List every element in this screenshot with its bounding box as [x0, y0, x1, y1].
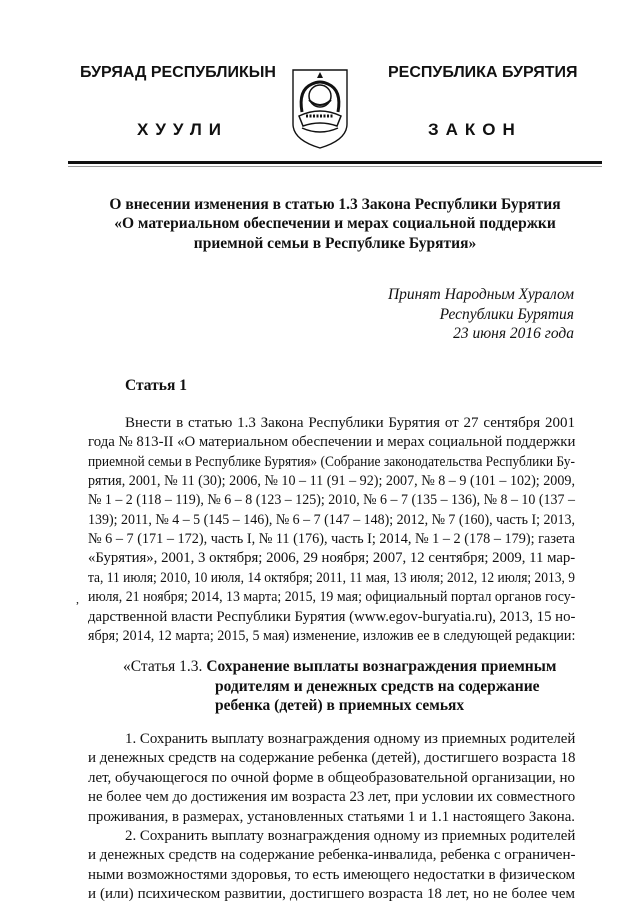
text-line: 2. Сохранить выплату вознаграждения одному из приемных родителей	[125, 828, 576, 844]
text-line: № 6 – 7 (171 – 172), часть I, № 11 (176), часть I; 2014, № 1 – 2 (178 – 179); газета	[88, 531, 575, 548]
title-line: О внесении изменения в статью 1.3 Закона Республики Бурятия	[109, 196, 561, 213]
text-line: ября; 2014, 12 марта; 2015, 5 мая) изменение, изложив ее в следующей редакции:	[88, 627, 576, 644]
coat-of-arms-emblem	[290, 66, 350, 150]
adoption-note	[388, 285, 574, 344]
text-line: и денежных средств на содержание ребенка-инвалида, ребенка с ограничен-	[88, 847, 576, 864]
adoption-date: 23 июня 2016 года	[453, 325, 574, 342]
text-line: та, 11 июля; 2010, 10 июля, 14 октября; 2011, 11 мая, 13 июля; 2012, 12 июля; 2013, 9	[88, 569, 575, 586]
text-line: дарственной власти Республики Бурятия (www.egov-buryatia.ru), 2013, 15 но-	[88, 608, 576, 625]
text-line: рятия, 2001, № 11 (30); 2006, № 10 – 11 (91 – 92); 2007, № 8 – 9 (101 – 102); 2009,	[88, 473, 575, 490]
law-title	[60, 195, 610, 253]
header-left-top: БУРЯАД РЕСПУБЛИКЫН	[80, 64, 276, 81]
adoption-line: Принят Народным Хуралом	[387, 286, 574, 303]
sub-article-title-line: родителям и денежных средств на содержание	[215, 677, 540, 695]
text-line: проживания, в размерах, установленных статьями 1 и 1.1 настоящего Закона.	[88, 808, 575, 825]
sub-article-prefix: «Статья 1.3.	[123, 658, 207, 675]
text-line: 1. Сохранить выплату вознаграждения одному из приемных родителей	[125, 731, 576, 747]
text-line: не более чем до достижения им возраста 23 лет, при условии их совместного	[88, 789, 576, 806]
sub-article-title-line: ребенка (детей) в приемных семьях	[215, 697, 465, 714]
text-line: июля, 21 ноября; 2014, 13 марта; 2015, 19 мая; официальный портал органов госу-	[88, 589, 576, 606]
adoption-line: Республики Бурятия	[439, 305, 574, 323]
text-line: лет, обучающегося по очной форме в общеобразовательной организации, но	[88, 769, 575, 786]
sub-article-title-line: Сохранение выплаты вознаграждения приемным	[206, 658, 557, 675]
text-line: года № 813-II «О материальном обеспечении и мерах социальной поддержки	[88, 434, 576, 451]
header-left-bottom: ХУУЛИ	[137, 120, 228, 139]
title-line: «О материальном обеспечении и мерах социальной поддержки	[114, 215, 556, 233]
title-line: приемной семьи в Республике Бурятия»	[193, 234, 477, 252]
header-right-top: РЕСПУБЛИКА БУРЯТИЯ	[388, 64, 578, 81]
text-line: Внести в статью 1.3 Закона Республики Бурятия от 27 сентября 2001	[125, 415, 575, 431]
text-line: приемной семьи в Республике Бурятия» (Собрание законодательства Республики Бу-	[88, 453, 575, 470]
text-line: и (или) психическом развитии, достигшего возраста 18 лет, но не более чем	[88, 886, 575, 903]
text-line: «Бурятия», 2001, 3 октября; 2006, 29 ноября; 2007, 12 сентября; 2009, 11 мар-	[88, 550, 576, 567]
header-divider-thin	[68, 166, 602, 167]
text-line: ными возможностями здоровья, то есть имеющего недостатки в физическом	[88, 866, 576, 883]
text-line: 139); 2011, № 4 – 5 (145 – 146), № 6 – 7 (147 – 148); 2012, № 7 (160), часть I; 2013,	[88, 511, 575, 528]
margin-mark: ,	[76, 592, 79, 606]
header-divider	[68, 161, 602, 164]
text-line: и денежных средств на содержание ребенка (детей), достигшего возраста 18	[88, 750, 576, 767]
article-heading: Статья 1	[125, 377, 187, 394]
sub-article-heading	[123, 657, 556, 716]
text-line: № 1 – 2 (118 – 119), № 6 – 8 (123 – 125); 2010, № 6 – 7 (135 – 136), № 8 – 10 (137 –	[88, 492, 575, 509]
header-right-bottom: ЗАКОН	[428, 120, 522, 139]
